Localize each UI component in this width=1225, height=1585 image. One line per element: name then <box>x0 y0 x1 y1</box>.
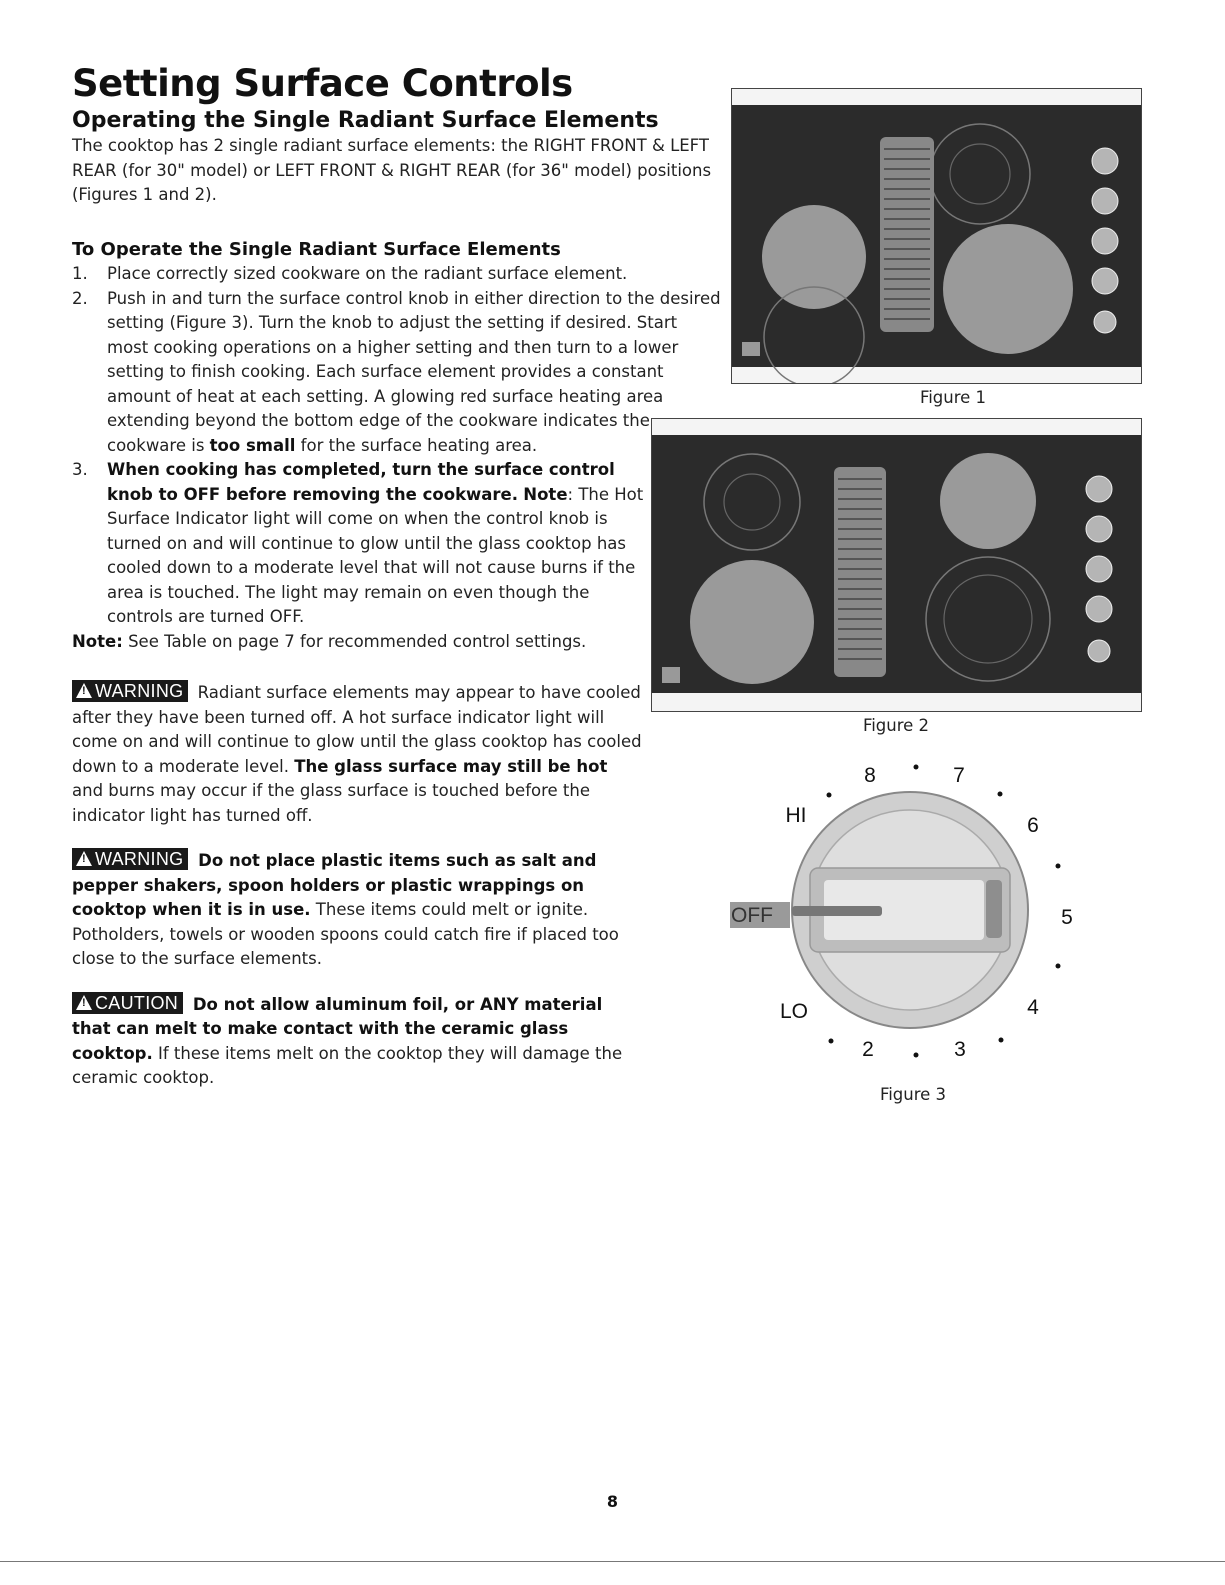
steps-list <box>72 262 722 630</box>
warning-paragraph-2 <box>72 848 642 972</box>
knob-grip-end <box>986 880 1002 938</box>
right-rear-element <box>940 453 1036 549</box>
note-paragraph <box>72 630 722 655</box>
warning-badge <box>72 680 188 702</box>
warning-text-end: and burns may occur if the glass surface is touched before the indicator light has turned off. <box>72 781 590 825</box>
note-label: Note: <box>72 631 123 651</box>
figure-1-cooktop-30 <box>731 88 1142 384</box>
caution-badge <box>72 992 183 1014</box>
cooktop-30-illustration <box>732 89 1141 383</box>
dial-dot <box>1056 864 1061 869</box>
dial-label-7: 7 <box>953 764 965 787</box>
warning-badge-label: WARNING <box>95 681 184 701</box>
dial-dot <box>999 1038 1004 1043</box>
caution-triangle-icon: ! <box>76 995 92 1010</box>
figure-2-cooktop-36 <box>651 418 1142 712</box>
dial-dot <box>914 765 919 770</box>
warning-triangle-icon: ! <box>76 683 92 698</box>
knob-pointer <box>792 906 882 916</box>
intro-paragraph: The cooktop has 2 single radiant surface elements: the RIGHT FRONT & LEFT REAR (for 30" model) or LEFT FRONT & RIGHT REAR (for 36" model) positions (Figures 1 and 2). <box>72 136 712 204</box>
left-rear-element <box>762 205 866 309</box>
warning-badge-label: WARNING <box>95 849 184 869</box>
body-text <box>72 134 722 1111</box>
right-front-element <box>943 224 1073 354</box>
dial-label-3: 3 <box>954 1038 966 1061</box>
figure-2-caption: Figure 2 <box>862 716 930 735</box>
warning-badge <box>72 848 188 870</box>
figure-3-caption: Figure 3 <box>879 1085 947 1104</box>
dial-dot <box>914 1053 919 1058</box>
brand-badge <box>742 342 760 356</box>
step-item <box>72 262 722 287</box>
brand-badge <box>662 667 680 683</box>
dial-dot <box>829 1039 834 1044</box>
dial-dot <box>1056 964 1061 969</box>
step-text-end: : The Hot Surface Indicator light will come on when the control knob is turned on and will continue to glow until the glass cooktop has cooled down to a moderate level that will not cause burns if the area is touched. The light may remain on even though the controls are turned OFF. <box>107 484 644 626</box>
step-number: 1. <box>72 264 88 283</box>
dial-label-lo: LO <box>779 1000 809 1023</box>
step-number: 2. <box>72 288 88 308</box>
step-emphasis: When cooking has completed, turn the surface control knob to OFF before removing the cookware. <box>107 460 615 504</box>
warning-emphasis: The glass surface may still be hot <box>294 756 608 776</box>
figure-3-control-dial <box>730 760 1090 1060</box>
step-item <box>72 287 722 459</box>
caution-text-end: If these items melt on the cooktop they will damage the ceramic cooktop. <box>72 1043 623 1087</box>
warning-emphasis: Do not place plastic items such as salt and pepper shakers, spoon holders or plastic wrappings on cooktop when it is in use. <box>72 851 597 919</box>
caution-emphasis: Do not allow aluminum foil, or ANY material that can melt to make contact with the ceramic glass cooktop. <box>72 994 603 1063</box>
warning-paragraph-1 <box>72 680 642 828</box>
step-text-end: for the surface heating area. <box>295 435 538 455</box>
note-text: See Table on page 7 for recommended control settings. <box>122 631 587 651</box>
caution-badge-label: CAUTION <box>95 992 179 1013</box>
bottom-rule <box>0 1561 1225 1562</box>
page-title: Setting Surface Controls <box>72 62 573 105</box>
left-front-element <box>690 560 814 684</box>
step-item <box>72 458 652 630</box>
page-number: 8 <box>606 1492 619 1511</box>
dial-label-5: 5 <box>1061 906 1073 929</box>
section-subtitle: Operating the Single Radiant Surface Elements <box>72 108 659 133</box>
step-note-label: Note <box>523 484 568 504</box>
procedure-heading: To Operate the Single Radiant Surface Elements <box>72 238 561 260</box>
step-text: Push in and turn the surface control knob in either direction to the desired setting (Figure 3). Turn the knob to adjust the setting if desired. Start most cooking operations on a higher setting and then turn to a lower setting to finish cooking. Each surface element provides a constant amount of heat at each setting. A glowing red surface heating area extending beyond the bottom edge of the cookware indicates the cookware is <box>107 288 721 455</box>
dial-dot <box>998 792 1003 797</box>
figure-1-caption: Figure 1 <box>919 388 987 407</box>
warning-triangle-icon: ! <box>76 851 92 866</box>
step-emphasis: too small <box>209 435 296 455</box>
dial-dot <box>827 793 832 798</box>
dial-label-off: OFF <box>731 904 773 927</box>
warning-text: Radiant surface elements may appear to have cooled after they have been turned off. A hot surface indicator light will come on and will continue to glow until the glass cooktop has cooled down to a moderate level. <box>72 683 642 776</box>
dial-label-4: 4 <box>1027 996 1039 1019</box>
dial-label-2: 2 <box>862 1038 874 1061</box>
dial-label-8: 8 <box>864 764 876 787</box>
step-number: 3. <box>72 460 88 479</box>
cooktop-36-illustration <box>652 419 1141 711</box>
caution-paragraph <box>72 992 642 1091</box>
step-text: Place correctly sized cookware on the radiant surface element. <box>107 264 628 283</box>
dial-label-6: 6 <box>1027 814 1039 837</box>
warning-text-end: These items could melt or ignite. Potholders, towels or wooden spoons could catch fire if placed too close to the surface elements. <box>72 900 619 968</box>
dial-label-hi: HI <box>785 804 807 827</box>
downdraft-vent <box>880 137 934 332</box>
